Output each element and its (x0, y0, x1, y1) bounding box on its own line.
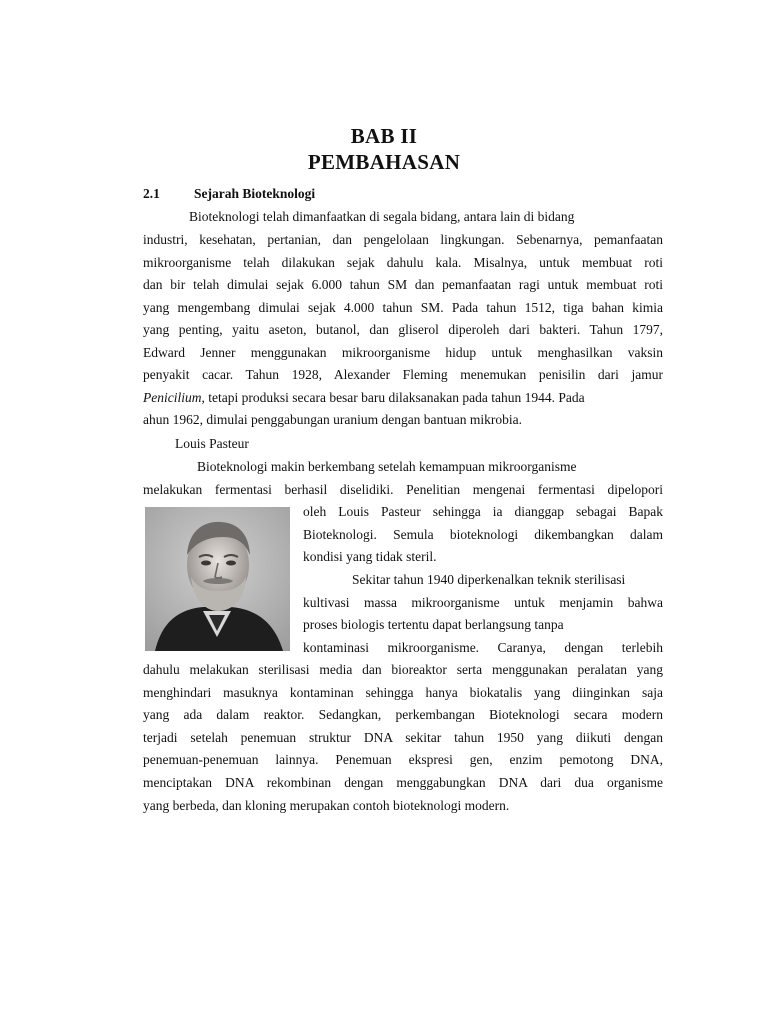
section-heading (143, 186, 315, 202)
section-title: Sejarah Bioteknologi (194, 186, 316, 201)
paragraph-line: proses biologis tertentu dapat berlangsung tanpa (303, 617, 564, 632)
paragraph-line: yang penting, yaitu aseton, butanol, dan gliserol diperoleh dari bakteri. Tahun 1797, (143, 322, 663, 337)
paragraph-line-rest: , tetapi produksi secara besar baru dilaksanakan pada tahun 1944. Pada (201, 390, 585, 405)
paragraph-line: kondisi yang tidak steril. (303, 549, 437, 564)
paragraph-line: oleh Louis Pasteur sehingga ia dianggap sebagai Bapak (303, 504, 663, 519)
paragraph-line: ahun 1962, dimulai penggabungan uranium dengan bantuan mikrobia. (143, 412, 523, 427)
paragraph-line: kultivasi massa mikroorganisme untuk menjamin bahwa (303, 595, 663, 610)
paragraph-line: Bioteknologi telah dimanfaatkan di segala bidang, antara lain di bidang (189, 209, 575, 224)
paragraph-line: menghindari masuknya kontaminan sehingga hanya biokatalis yang diinginkan saja (143, 685, 663, 700)
paragraph-line: yang mengembang dimulai sejak 4.000 tahun SM. Pada tahun 1512, tiga bahan kimia (143, 300, 663, 315)
paragraph-line: Edward Jenner menggunakan mikroorganisme hidup untuk menghasilkan vaksin (143, 345, 663, 360)
paragraph-line: yang ada dalam reaktor. Sedangkan, perkembangan Bioteknologi secara modern (143, 707, 663, 722)
paragraph-line: menciptakan DNA rekombinan dengan menggabungkan DNA dari dua organisme (143, 775, 663, 790)
paragraph-line: yang berbeda, dan kloning merupakan contoh bioteknologi modern. (143, 798, 510, 813)
paragraph-line: penemuan-penemuan lainnya. Penemuan ekspresi gen, enzim pemotong DNA, (143, 752, 663, 767)
paragraph-line: Bioteknologi. Semula bioteknologi dikembangkan dalam (303, 527, 663, 542)
paragraph-line: mikroorganisme telah dilakukan sejak dahulu kala. Misalnya, untuk membuat roti (143, 255, 663, 270)
chapter-label: BAB II (350, 124, 418, 148)
paragraph-line: kontaminasi mikroorganisme. Caranya, dengan terlebih (303, 640, 663, 655)
paragraph-line: dan bir telah dimulai sejak 6.000 tahun SM dan pemanfaatan ragi untuk membuat roti (143, 277, 663, 292)
italic-term: Penicilium (143, 390, 202, 405)
paragraph-line: Sekitar tahun 1940 diperkenalkan teknik sterilisasi (352, 572, 626, 587)
paragraph-line: industri, kesehatan, pertanian, dan pengelolaan lingkungan. Sebenarnya, pemanfaatan (143, 232, 663, 247)
paragraph-line: penyakit cacar. Tahun 1928, Alexander Fleming menemukan penisilin dari jamur (143, 367, 663, 382)
paragraph-line: Bioteknologi makin berkembang setelah kemampuan mikroorganisme (197, 459, 577, 474)
paragraph-line-italic (143, 389, 663, 407)
photo-caption: Louis Pasteur (175, 436, 249, 451)
louis-pasteur-portrait (145, 507, 290, 651)
section-number: 2.1 (143, 186, 160, 201)
paragraph-line: dahulu melakukan sterilisasi media dan bioreaktor serta menggunakan peralatan yang (143, 662, 663, 677)
chapter-title: PEMBAHASAN (307, 150, 461, 174)
paragraph-line: terjadi setelah penemuan struktur DNA sekitar tahun 1950 yang diikuti dengan (143, 730, 663, 745)
paragraph-line: melakukan fermentasi berhasil diselidiki. Penelitian mengenai fermentasi dipelopori (143, 482, 663, 497)
